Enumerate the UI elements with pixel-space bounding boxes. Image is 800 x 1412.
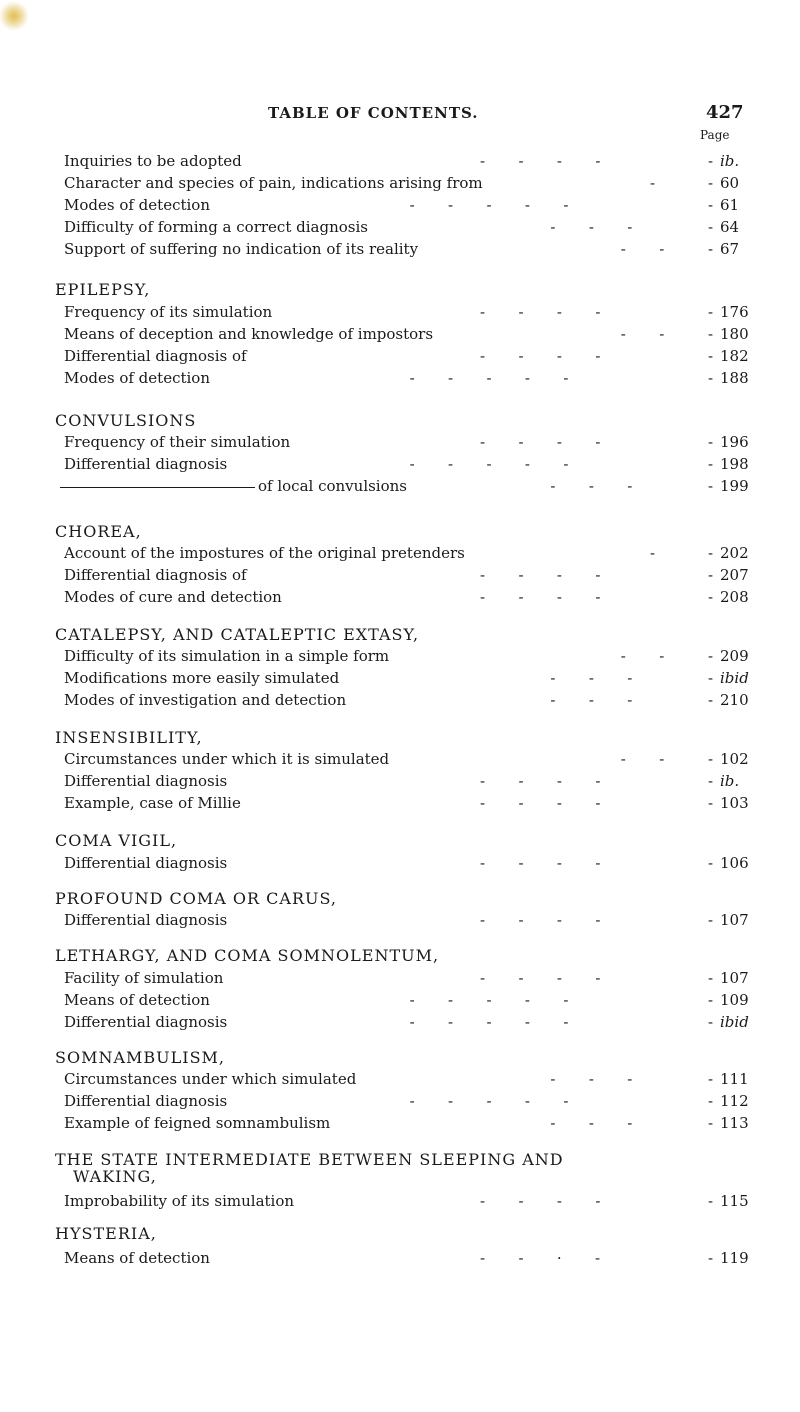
entry-title: Example, case of Millie [64, 794, 241, 812]
leader-dash: - [708, 969, 714, 987]
page-ref: 109 [720, 991, 749, 1009]
toc-entry [0, 152, 800, 174]
leader-dashes: - - [620, 750, 665, 768]
section-heading: INSENSIBILITY, [55, 728, 203, 747]
entry-title: Means of detection [64, 1249, 210, 1267]
leader-dash: - [708, 1070, 714, 1088]
page-ref: 106 [720, 854, 749, 872]
toc-entry [0, 669, 800, 691]
page-ref: 107 [720, 911, 749, 929]
leader-dash: - [708, 566, 714, 584]
toc-entry [0, 854, 800, 876]
page-ref: 180 [720, 325, 749, 343]
entry-title: Differential diagnosis [64, 911, 228, 929]
leader-dashes: - [650, 174, 656, 192]
leader-dash: - [708, 1249, 714, 1267]
entry-title: Differential diagnosis of [64, 566, 247, 584]
leader-dashes: - - - - - [409, 1013, 569, 1031]
entry-title: Modifications more easily simulated [64, 669, 340, 687]
leader-dashes: - - - - [480, 794, 601, 812]
section-heading: EPILEPSY, [55, 280, 151, 299]
section-heading: PROFOUND COMA OR CARUS, [55, 889, 337, 908]
leader-dash: - [708, 669, 714, 687]
leader-dashes: - - - - [480, 588, 601, 606]
entry-title: Differential diagnosis [64, 1013, 228, 1031]
leader-dashes: - - - [550, 1070, 633, 1088]
page-ref: 113 [720, 1114, 749, 1132]
leader-dash: - [708, 455, 714, 473]
toc-entry [0, 1192, 800, 1214]
page-ref: 60 [720, 174, 740, 192]
leader-dashes: - - [620, 325, 665, 343]
leader-dashes: - [650, 544, 656, 562]
toc-entry [0, 794, 800, 816]
leader-dash: - [708, 854, 714, 872]
entry-title: Differential diagnosis [64, 455, 228, 473]
page-ref: ib. [720, 772, 740, 790]
entry-title: Character and species of pain, indications arising from [64, 174, 483, 192]
page-ref: 61 [720, 196, 740, 214]
entry-title: of local convulsions [258, 477, 407, 495]
page-ref: 182 [720, 347, 749, 365]
page-ref: 111 [720, 1070, 749, 1088]
entry-title: Support of suffering no indication of its reality [64, 240, 419, 258]
ditto-rule [60, 487, 255, 488]
leader-dashes: - - - - [480, 969, 601, 987]
page-number: 427 [706, 102, 744, 123]
entry-title: Difficulty of forming a correct diagnosis [64, 218, 368, 236]
page-ref: 67 [720, 240, 740, 258]
leader-dashes: - - - - [480, 911, 601, 929]
page-ref: 102 [720, 750, 749, 768]
toc-entry [0, 240, 800, 262]
leader-dash: - [708, 1013, 714, 1031]
page-ref: ibid [720, 669, 749, 687]
toc-entry [0, 566, 800, 588]
section-heading: HYSTERIA, [55, 1224, 157, 1243]
entry-title: Circumstances under which simulated [64, 1070, 357, 1088]
leader-dashes: - - - - [480, 1192, 601, 1210]
page-ref: 202 [720, 544, 749, 562]
leader-dash: - [708, 647, 714, 665]
page-ref: ibid [720, 1013, 749, 1031]
leader-dashes: - - - - [480, 772, 601, 790]
leader-dash: - [708, 174, 714, 192]
page-ref: 115 [720, 1192, 749, 1210]
toc-entry [0, 196, 800, 218]
section-heading: WAKING, [73, 1167, 157, 1186]
toc-entry [0, 750, 800, 772]
page-ref: 188 [720, 369, 749, 387]
leader-dashes: - - - - [480, 152, 601, 170]
page-ref: 112 [720, 1092, 749, 1110]
leader-dashes: - - - - [480, 566, 601, 584]
page-ref: 208 [720, 588, 749, 606]
entry-title: Frequency of its simulation [64, 303, 273, 321]
entry-title: Means of detection [64, 991, 210, 1009]
section-heading: THE STATE INTERMEDIATE BETWEEN SLEEPING AND [55, 1150, 564, 1169]
entry-title: Inquiries to be adopted [64, 152, 242, 170]
toc-entry [0, 1013, 800, 1035]
entry-title: Differential diagnosis [64, 1092, 228, 1110]
section-heading: LETHARGY, AND COMA SOMNOLENTUM, [55, 946, 440, 965]
entry-title: Differential diagnosis [64, 772, 228, 790]
page-ref: ib. [720, 152, 740, 170]
leader-dash: - [708, 196, 714, 214]
leader-dashes: - - - [550, 669, 633, 687]
page-ref: 103 [720, 794, 749, 812]
toc-entry [0, 772, 800, 794]
running-title: TABLE OF CONTENTS. [268, 104, 479, 122]
leader-dash: - [708, 911, 714, 929]
leader-dash: - [708, 347, 714, 365]
entry-title: Difficulty of its simulation in a simple form [64, 647, 390, 665]
section-heading: CONVULSIONS [55, 411, 197, 430]
page-ref: 199 [720, 477, 749, 495]
toc-entry [0, 691, 800, 713]
page-ref: 176 [720, 303, 749, 321]
entry-title: Example of feigned somnambulism [64, 1114, 331, 1132]
toc-entry [0, 347, 800, 369]
leader-dash: - [708, 325, 714, 343]
entry-title: Modes of detection [64, 369, 210, 387]
toc-entry [0, 647, 800, 669]
leader-dashes: - - - [550, 477, 633, 495]
page-ref: 119 [720, 1249, 749, 1267]
toc-entry [0, 911, 800, 933]
leader-dashes: - - - - - [409, 196, 569, 214]
entry-title: Modes of detection [64, 196, 210, 214]
toc-entry [0, 369, 800, 391]
entry-title: Modes of investigation and detection [64, 691, 347, 709]
leader-dash: - [708, 433, 714, 451]
leader-dash: - [708, 772, 714, 790]
leader-dash: - [708, 303, 714, 321]
toc-entry [0, 1092, 800, 1114]
toc-entry [0, 433, 800, 455]
entry-title: Improbability of its simulation [64, 1192, 295, 1210]
section-heading: COMA VIGIL, [55, 831, 178, 850]
toc-entry [0, 1249, 800, 1271]
page-ref: 210 [720, 691, 749, 709]
page-ref: 207 [720, 566, 749, 584]
entry-title: Differential diagnosis of [64, 347, 247, 365]
page-ref: 107 [720, 969, 749, 987]
page-ref: 196 [720, 433, 749, 451]
leader-dash: - [708, 1114, 714, 1132]
page-ref: 64 [720, 218, 740, 236]
section-heading: SOMNAMBULISM, [55, 1048, 226, 1067]
leader-dashes: - - [620, 647, 665, 665]
leader-dash: - [708, 544, 714, 562]
leader-dash: - [708, 477, 714, 495]
leader-dashes: - - - [550, 691, 633, 709]
leader-dash: - [708, 218, 714, 236]
leader-dashes: - - · - [480, 1249, 601, 1267]
leader-dashes: - - - - [480, 303, 601, 321]
leader-dash: - [708, 750, 714, 768]
leader-dashes: - - - [550, 218, 633, 236]
leader-dash: - [708, 691, 714, 709]
leader-dashes: - - - [550, 1114, 633, 1132]
toc-entry [0, 1114, 800, 1136]
toc-entry [0, 1070, 800, 1092]
leader-dash: - [708, 1092, 714, 1110]
section-heading: CHOREA, [55, 522, 142, 541]
entry-title: Frequency of their simulation [64, 433, 291, 451]
toc-entry [0, 991, 800, 1013]
leader-dashes: - - - - [480, 433, 601, 451]
page-ref: 209 [720, 647, 749, 665]
toc-entry [0, 174, 800, 196]
toc-entry [0, 544, 800, 566]
leader-dashes: - - - - - [409, 1092, 569, 1110]
leader-dashes: - - [620, 240, 665, 258]
toc-entry [0, 325, 800, 347]
toc-entry [0, 588, 800, 610]
entry-title: Circumstances under which it is simulated [64, 750, 390, 768]
leader-dash: - [708, 794, 714, 812]
leader-dash: - [708, 240, 714, 258]
toc-entry [0, 455, 800, 477]
leader-dash: - [708, 588, 714, 606]
toc-entry [0, 218, 800, 240]
leader-dashes: - - - - [480, 347, 601, 365]
page-column-label: Page [700, 128, 730, 142]
leader-dash: - [708, 1192, 714, 1210]
leader-dashes: - - - - - [409, 991, 569, 1009]
toc-entry [0, 303, 800, 325]
ink-stain [0, 0, 34, 34]
leader-dashes: - - - - - [409, 455, 569, 473]
leader-dashes: - - - - - [409, 369, 569, 387]
leader-dashes: - - - - [480, 854, 601, 872]
leader-dash: - [708, 991, 714, 1009]
leader-dash: - [708, 369, 714, 387]
entry-title: Means of deception and knowledge of impostors [64, 325, 434, 343]
entry-title: Account of the impostures of the original pretenders [64, 544, 465, 562]
entry-title: Differential diagnosis [64, 854, 228, 872]
entry-title: Facility of simulation [64, 969, 224, 987]
entry-title: Modes of cure and detection [64, 588, 282, 606]
leader-dash: - [708, 152, 714, 170]
section-heading: CATALEPSY, AND CATALEPTIC EXTASY, [55, 625, 420, 644]
page-ref: 198 [720, 455, 749, 473]
toc-entry [0, 969, 800, 991]
toc-entry [0, 477, 800, 499]
